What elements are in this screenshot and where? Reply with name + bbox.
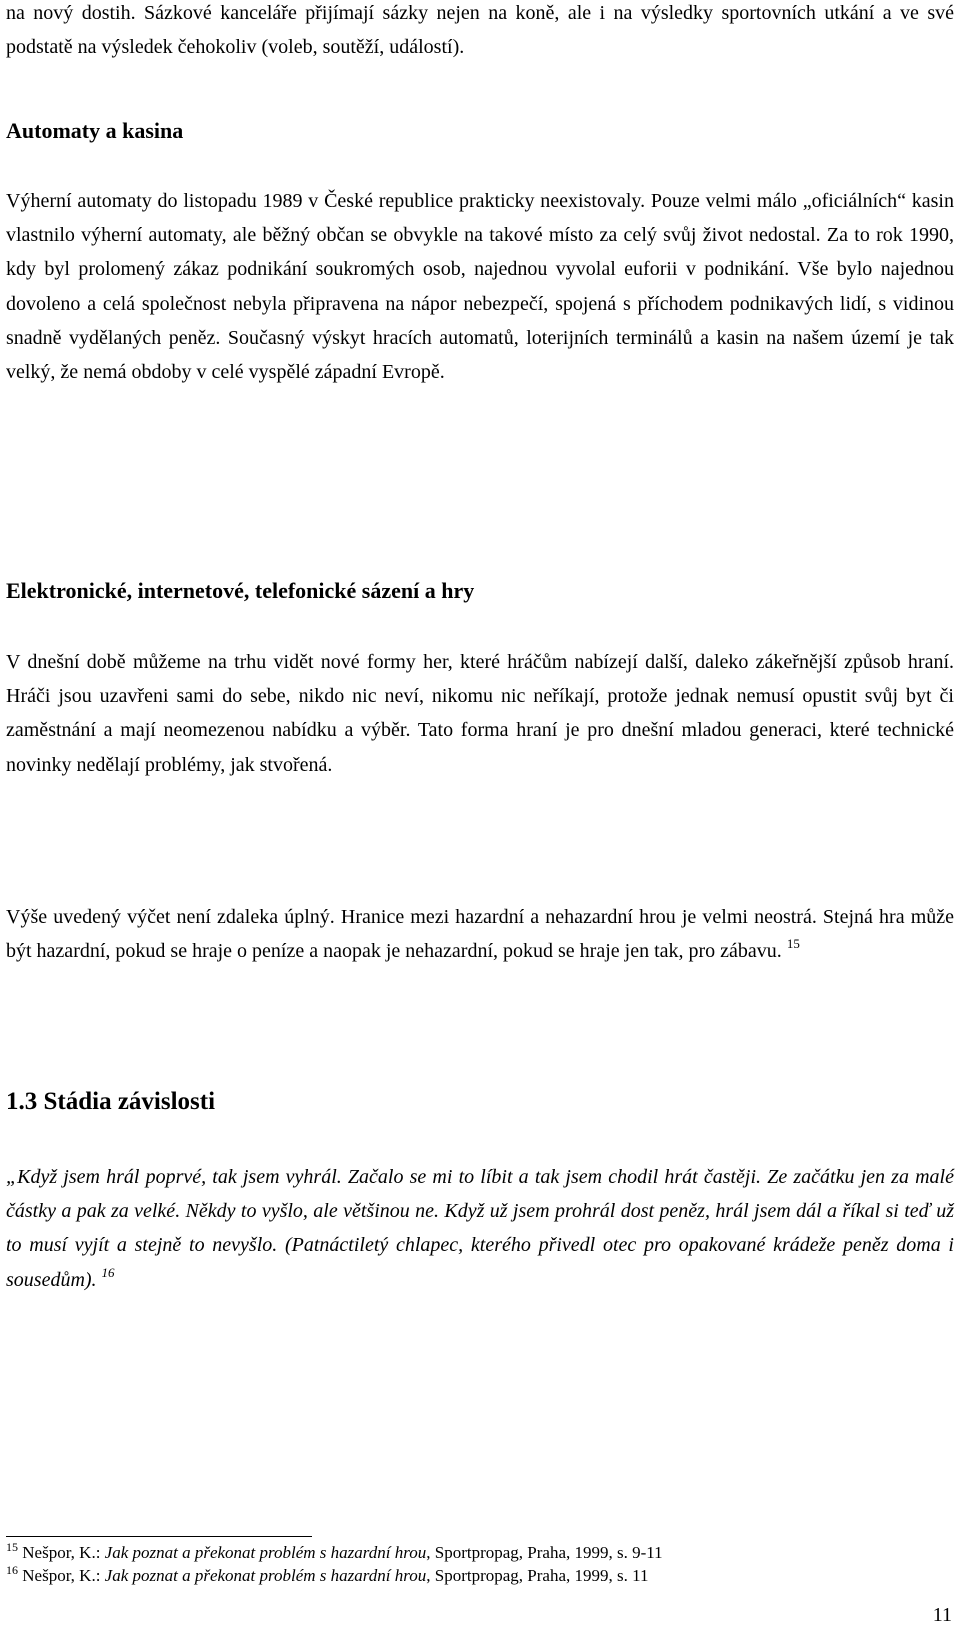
heading-elektronicke: Elektronické, internetové, telefonické sázení a hry: [6, 578, 475, 603]
section-heading-stadia: 1.3 Stádia závislosti: [6, 1088, 216, 1115]
footnote-separator: [6, 1536, 312, 1537]
paragraph-automaty: Výherní automaty do listopadu 1989 v České republice prakticky neexistovaly. Pouze velmi málo „oficiálních“ kasin vlastnilo výherní automaty, ale běžný občan se obvykle na takové místo za celý svůj život nedostal. Za to rok 1990, kdy byl prolomený zákaz podnikání soukromých osob, najednou vyvolal euforii v podnikání. Vše bylo najednou dovoleno a celá společnost nebyla připravena na nápor nebezpečí, spojená s příchodem podnikavých lidí, s vidinou snadně vydělaných peněz. Současný výskyt hracích automatů, loterijních terminálů a kasin na našem území je tak velký, že nemá obdoby v celé vyspělé západní Evropě.: [6, 190, 954, 384]
paragraph-vycet: Výše uvedený výčet není zdaleka úplný. Hranice mezi hazardní a nehazardní hrou je velmi neostrá. Stejná hra může být hazardní, pokud se hraje o peníze a naopak je nehazardní, pokud se hraje jen tak, pro zábavu. $^{15}$: [6, 906, 954, 963]
quote-paragraph: „Když jsem hrál poprvé, tak jsem vyhrál. Začalo se mi to líbit a tak jsem chodil hrát častěji. Ze začátku jen za malé částky a pak za velké. Někdy to vyšlo, ale většinou ne. Když už jsem prohrál dost peněz, hrál jsem dál a říkal si teď už to musí vyjít a stejně to nevyšlo. (Patnáctiletý chlapec, kterého přivedl otec pro opakované krádeže peněz doma i sousedům). $^{16}$: [6, 1166, 954, 1291]
page-number: 11: [932, 1604, 952, 1626]
footnote-16: $^{16}$ Nešpor, K.: Jak poznat a překonat problém s hazardní hrou, Sportpropag, Praha, 1999, s. 11: [6, 1563, 649, 1585]
footnote-ref-16[interactable]: 16: [101, 1264, 115, 1280]
footnote-15: $^{15}$ Nešpor, K.: Jak poznat a překonat problém s hazardní hrou, Sportpropag, Praha, 1999, s. 9-11: [6, 1540, 663, 1562]
footnote-ref-15[interactable]: 15: [786, 936, 800, 952]
heading-automaty: Automaty a kasina: [6, 118, 184, 143]
paragraph-intro: na nový dostih. Sázkové kanceláře přijímají sázky nejen na koně, ale i na výsledky sportovních utkání a ve své podstatě na výsledek čehokoliv (voleb, soutěží, událostí).: [6, 2, 954, 59]
paragraph-elektronicke: V dnešní době můžeme na trhu vidět nové formy her, které hráčům nabízejí další, daleko zákeřnější způsob hraní. Hráči jsou uzavřeni sami do sebe, nikdo nic neví, nikomu nic neříkají, protože jednak nemusí opustit svůj byt či zaměstnání a mají neomezenou nabídku a výběr. Tato forma hraní je pro dnešní mladou generaci, které technické novinky nedělají problémy, jak stvořená.: [6, 651, 954, 776]
